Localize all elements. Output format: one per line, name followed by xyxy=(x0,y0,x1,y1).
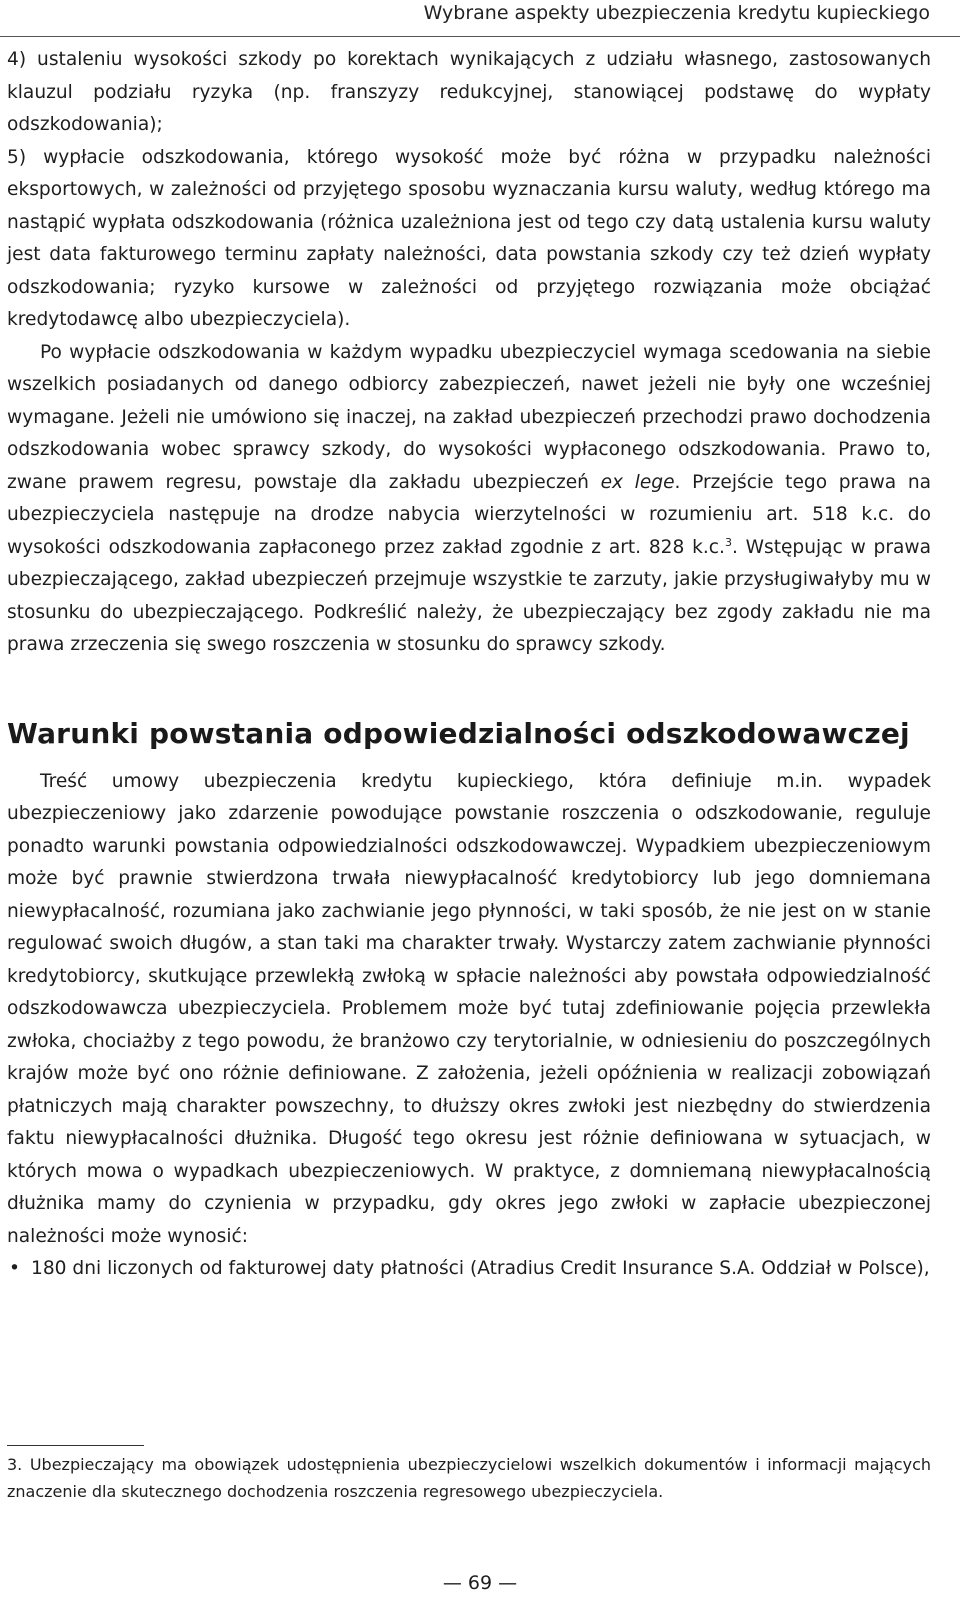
bullet-item-text: 180 dni liczonych od fakturowej daty płatności (Atradius Credit Insurance S.A. Oddział w Polsce), xyxy=(31,1258,930,1279)
section-heading: Warunki powstania odpowiedzialności odszkodowawczej xyxy=(7,716,910,750)
paragraph-regres-text-3: . Wstępując w prawa ubezpieczającego, zakład ubezpieczeń przejmuje wszystkie te zarzuty, jakie przysługiwałyby mu w stosunku do ubezpieczającego. Podkreślić należy, że ubezpieczający bez zgody zakładu nie ma prawa zrzeczenia się swego roszczenia w stosunku do sprawcy szkody. xyxy=(7,536,931,655)
footnote-rule xyxy=(7,1445,144,1446)
bullet-item xyxy=(7,1253,931,1286)
bullet-icon: • xyxy=(9,1258,20,1279)
page-number: — 69 — xyxy=(442,1572,518,1594)
paragraph-regres-text-2: . Przejście tego prawa na ubezpieczyciela następuje na drodze nabycia wierzytelności w rozumieniu art. 518 k.c. do wysokości odszkodowania zapłaconego przez zakład zgodnie z art. 828 k.c. xyxy=(7,471,931,558)
header-rule xyxy=(0,36,960,37)
running-header: Wybrane aspekty ubezpieczenia kredytu kupieckiego xyxy=(423,2,930,24)
bullet-list xyxy=(7,1253,931,1286)
main-content xyxy=(7,44,931,1286)
footnote-reference: 3 xyxy=(724,535,732,549)
paragraph-regres-text-1: Po wypłacie odszkodowania w każdym wypadku ubezpieczyciel wymaga scedowania na siebie wszelkich posiadanych od danego odbiorcy zabezpieczeń, nawet jeżeli nie były one wcześniej wymagane. Jeżeli nie umówiono się inaczej, na zakład ubezpieczeń przechodzi prawo dochodzenia odszkodowania wobec sprawcy szkody, do wysokości wypłaconego odszkodowania. Prawo to, zwane prawem regresu, powstaje dla zakładu ubezpieczeń xyxy=(7,341,931,493)
list-item-4: 4) ustaleniu wysokości szkody po korektach wynikających z udziału własnego, zastosowanych klauzul podziału ryzyka (np. franszyzy redukcyjnej, stanowiącej podstawę do wypłaty odszkodowania); xyxy=(7,49,931,135)
paragraph-regres-italic: ex lege xyxy=(600,471,675,493)
paragraph-regres xyxy=(7,337,931,662)
section-paragraph: Treść umowy ubezpieczenia kredytu kupieckiego, która definiuje m.in. wypadek ubezpieczeniowy jako zdarzenie powodujące powstanie roszczenia o odszkodowanie, reguluje ponadto warunki powstania odpowiedzialności odszkodowawczej. Wypadkiem ubezpieczeniowym może być prawnie stwierdzona trwała niewypłacalność kredytobiorcy lub jego domniemana niewypłacalność, rozumiana jako zachwianie jego płynności, w taki sposób, że nie jest on w stanie regulować swoich długów, a stan taki ma charakter trwały. Wystarczy zatem zachwianie płynności kredytobiorcy, skutkujące przewlekłą zwłoką w spłacie należności aby powstała odpowiedzialność odszkodowawcza ubezpieczyciela. Problemem może być tutaj zdefiniowanie pojęcia przewlekła zwłoka, chociażby z tego powodu, że branżowo czy terytorialnie, w odniesieniu do poszczególnych krajów może być ono różnie definiowane. Z założenia, jeżeli opóźnienia w realizacji zobowiązań płatniczych mają charakter powszechny, to dłuższy okres zwłoki jest niezbędny do stwierdzenia faktu niewypłacalności dłużnika. Długość tego okresu jest różnie definiowana w sytuacjach, w których mowa o wypadkach ubezpieczeniowych. W praktyce, z domniemaną niewypłacalnością dłużnika mamy do czynienia w przypadku, gdy okres jego zwłoki w zapłacie ubezpieczonej należności może wynosić: xyxy=(7,770,931,1247)
footnote: 3. Ubezpieczający ma obowiązek udostępnienia ubezpieczycielowi wszelkich dokumentów i informacji mających znaczenie dla skutecznego dochodzenia roszczenia regresowego ubezpieczyciela. xyxy=(7,1455,931,1501)
list-item-5: 5) wypłacie odszkodowania, którego wysokość może być różna w przypadku należności eksportowych, w zależności od przyjętego sposobu wyznaczania kursu waluty, według którego ma nastąpić wypłata odszkodowania (różnica uzależniona jest od tego czy datą ustalenia kursu waluty jest data fakturowego terminu zapłaty należności, data powstania szkody czy też dzień wypłaty odszkodowania; ryzyko kursowe w zależności od przyjętego rozwiązania może obciążać kredytodawcę albo ubezpieczyciela). xyxy=(7,146,931,330)
